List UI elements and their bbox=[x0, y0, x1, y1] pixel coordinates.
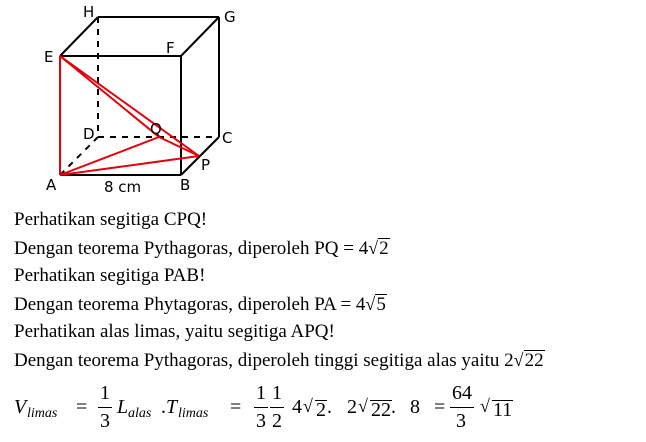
sqrt-sign: √ bbox=[480, 396, 490, 416]
step-line bbox=[14, 262, 644, 290]
frac3-den: 2 bbox=[272, 410, 282, 432]
step-line bbox=[14, 346, 644, 374]
edge-eq bbox=[60, 56, 159, 137]
dot-operator: . bbox=[161, 396, 166, 418]
edge-ep bbox=[60, 56, 199, 156]
frac3-bar bbox=[270, 407, 284, 408]
frac3-num: 1 bbox=[272, 382, 282, 404]
v-subscript: limas bbox=[27, 406, 58, 421]
edge-length-label: 8 cm bbox=[104, 178, 142, 196]
radicand-11: 11 bbox=[493, 399, 513, 421]
frac2-den: 3 bbox=[256, 410, 266, 432]
label-p: P bbox=[201, 156, 211, 174]
frac2-num: 1 bbox=[256, 382, 266, 404]
sqrt-sign: √ bbox=[368, 238, 379, 258]
sqrt-sign: √ bbox=[358, 396, 368, 416]
sqrt-sign: √ bbox=[365, 294, 376, 314]
sqrt-sign: √ bbox=[303, 396, 313, 416]
v-symbol: V bbox=[14, 396, 27, 418]
cube-diagram bbox=[0, 0, 646, 205]
step-text: Perhatikan segitiga PAB! bbox=[14, 265, 206, 286]
step-line bbox=[14, 234, 644, 262]
radicand: 22 bbox=[524, 350, 544, 371]
radicand: 2 bbox=[379, 238, 389, 259]
frac4-num: 64 bbox=[452, 382, 472, 404]
sqrt-sign: √ bbox=[513, 350, 524, 370]
label-g: G bbox=[224, 8, 236, 26]
radicand: 5 bbox=[376, 294, 386, 315]
equals-sign-3: = bbox=[434, 396, 446, 418]
solution-text bbox=[14, 206, 644, 374]
edge-fg bbox=[181, 17, 219, 56]
step-text: Dengan teorema Phytagoras, diperoleh PA = 4 bbox=[14, 294, 366, 315]
label-e: E bbox=[44, 48, 54, 66]
frac1-num: 1 bbox=[100, 382, 110, 404]
step-line bbox=[14, 290, 644, 318]
equals-sign: = bbox=[76, 396, 88, 418]
coef-2: 2 bbox=[347, 396, 357, 418]
number-8: 8 bbox=[410, 396, 420, 418]
step-line bbox=[14, 318, 644, 346]
label-f: F bbox=[166, 39, 175, 57]
frac4-bar bbox=[450, 407, 474, 408]
radicand-22: 22 bbox=[371, 399, 391, 421]
l-symbol: L bbox=[117, 396, 129, 418]
edge-eh bbox=[60, 17, 98, 56]
step-line bbox=[14, 206, 644, 234]
frac4-den: 3 bbox=[456, 410, 466, 432]
step-text: Dengan teorema Pythagoras, diperoleh tinggi segitiga alas yaitu 2 bbox=[14, 350, 514, 371]
label-d: D bbox=[83, 125, 95, 143]
frac1-bar bbox=[98, 407, 112, 408]
t-subscript: limas bbox=[178, 406, 209, 421]
label-b: B bbox=[180, 176, 191, 194]
label-a: A bbox=[46, 176, 57, 194]
frac1-den: 3 bbox=[100, 410, 110, 432]
edge-bc bbox=[181, 137, 219, 175]
l-subscript: alas bbox=[128, 406, 152, 421]
equals-sign-2: = bbox=[230, 396, 242, 418]
label-c: C bbox=[222, 129, 233, 147]
label-h: H bbox=[83, 3, 95, 21]
edge-ap bbox=[60, 156, 199, 175]
edge-aq bbox=[60, 137, 159, 175]
coef-4: 4 bbox=[292, 396, 302, 418]
edge-pq bbox=[159, 137, 199, 156]
radicand-2: 2 bbox=[316, 399, 326, 421]
frac2-bar bbox=[254, 407, 268, 408]
label-q: Q bbox=[150, 120, 162, 138]
step-text: Perhatikan alas limas, yaitu segitiga APQ! bbox=[14, 321, 335, 342]
t-symbol: T bbox=[166, 396, 178, 418]
step-text: Dengan teorema Pythagoras, diperoleh PQ = 4 bbox=[14, 238, 369, 259]
step-text: Perhatikan segitiga CPQ! bbox=[14, 209, 208, 230]
dot-operator-3: . bbox=[391, 396, 396, 418]
dot-operator-2: . bbox=[327, 396, 332, 418]
